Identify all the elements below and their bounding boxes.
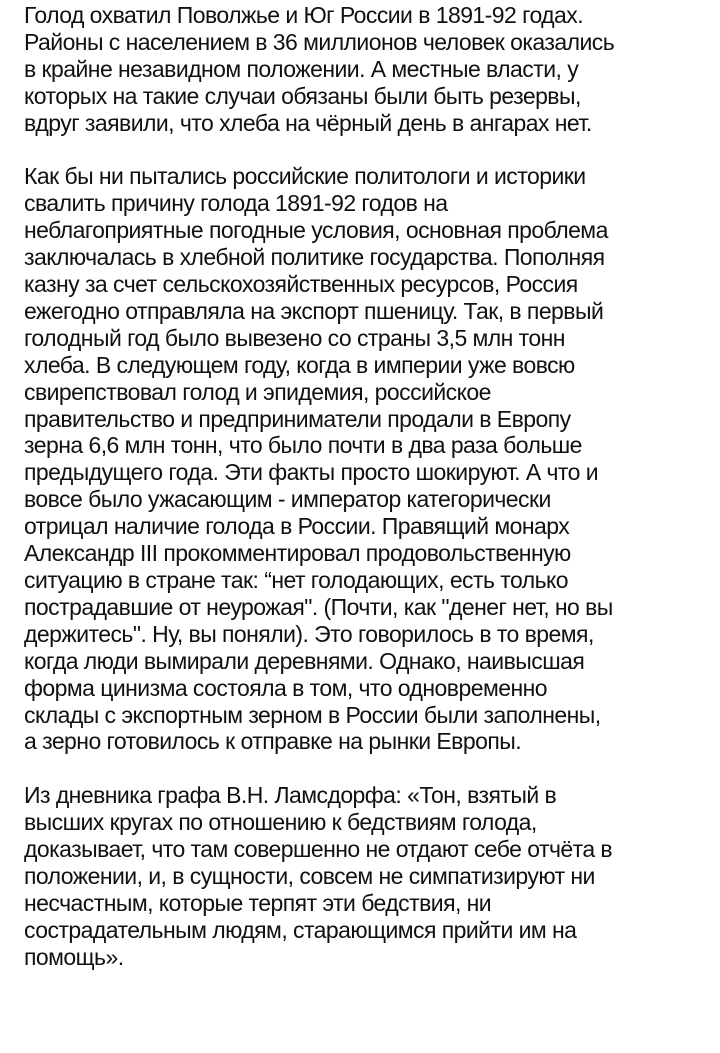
text-line: Голод охватил Поволжье и Юг России в 1891-92 годах. xyxy=(24,2,584,28)
text-line: положении, и, в сущности, совсем не симпатизируют ни xyxy=(24,862,595,889)
text-line: зерна 6,6 млн тонн, что было почти в два раза больше xyxy=(24,432,582,459)
text-line: сострадательным людям, старающимся прийти им на xyxy=(24,916,577,943)
text-line: свалить причину голода 1891-92 годов на xyxy=(24,190,448,217)
text-line: вдруг заявили, что хлеба на чёрный день в ангарах нет. xyxy=(24,109,592,136)
text-line: высших кругах по отношению к бедствиям голода, xyxy=(24,809,537,836)
text-line: голодный год было вывезено со страны 3,5 млн тонн xyxy=(24,324,565,351)
paragraph-famine-intro xyxy=(24,2,710,137)
text-line: вовсе было ужасающим - император категорически xyxy=(24,486,551,513)
text-line: склады с экспортным зерном в России были заполнены, xyxy=(24,701,601,728)
text-line: хлеба. В следующем году, когда в империи уже вовсю xyxy=(24,351,575,378)
text-line: заключалась в хлебной политике государства. Пополняя xyxy=(24,244,605,271)
text-line: в крайне незавидном положении. А местные власти, у xyxy=(24,55,579,82)
text-line: доказывает, что там совершенно не отдают себе отчёта в xyxy=(24,836,613,863)
text-line: казну за счет сельскохозяйственных ресурсов, Россия xyxy=(24,271,578,298)
text-line: правительство и предприниматели продали в Европу xyxy=(24,405,571,432)
text-line: ситуацию в стране так: “нет голодающих, есть только xyxy=(24,567,569,594)
paragraph-grain-policy xyxy=(24,163,710,755)
text-line: когда люди вымирали деревнями. Однако, наивысшая xyxy=(24,647,585,674)
text-line: форма цинизма состояла в том, что одновременно xyxy=(24,674,547,701)
text-line: Из дневника графа В.Н. Ламсдорфа: «Тон, взятый в xyxy=(24,782,557,809)
paragraph-spacer xyxy=(24,755,710,782)
text-line: неблагоприятные погодные условия, основная проблема xyxy=(24,217,608,244)
text-line: помощь». xyxy=(24,943,124,970)
text-line: а зерно готовилось к отправке на рынки Европы. xyxy=(24,728,522,755)
text-line: Как бы ни пытались российские политологи и историки xyxy=(24,163,586,190)
text-line: пострадавшие от неурожая". (Почти, как "денег нет, но вы xyxy=(24,593,613,620)
text-line: несчастным, которые терпят эти бедствия, ни xyxy=(24,889,492,916)
text-line: свирепствовал голод и эпидемия, российское xyxy=(24,378,491,405)
text-line: предыдущего года. Эти факты просто шокируют. А что и xyxy=(24,459,598,486)
text-line: отрицал наличие голода в России. Правящий монарх xyxy=(24,513,570,540)
text-line: Александр III прокомментировал продовольственную xyxy=(24,540,571,567)
paragraph-lamsdorf-quote xyxy=(24,782,710,970)
text-line: ежегодно отправляла на экспорт пшеницу. Так, в первый xyxy=(24,297,604,324)
text-line: Районы с населением в 36 миллионов человек оказались xyxy=(24,28,615,55)
text-line: которых на такие случаи обязаны были быть резервы, xyxy=(24,82,581,109)
paragraph-spacer xyxy=(24,137,710,164)
text-line: держитесь". Ну, вы поняли). Это говорилось в то время, xyxy=(24,620,594,647)
